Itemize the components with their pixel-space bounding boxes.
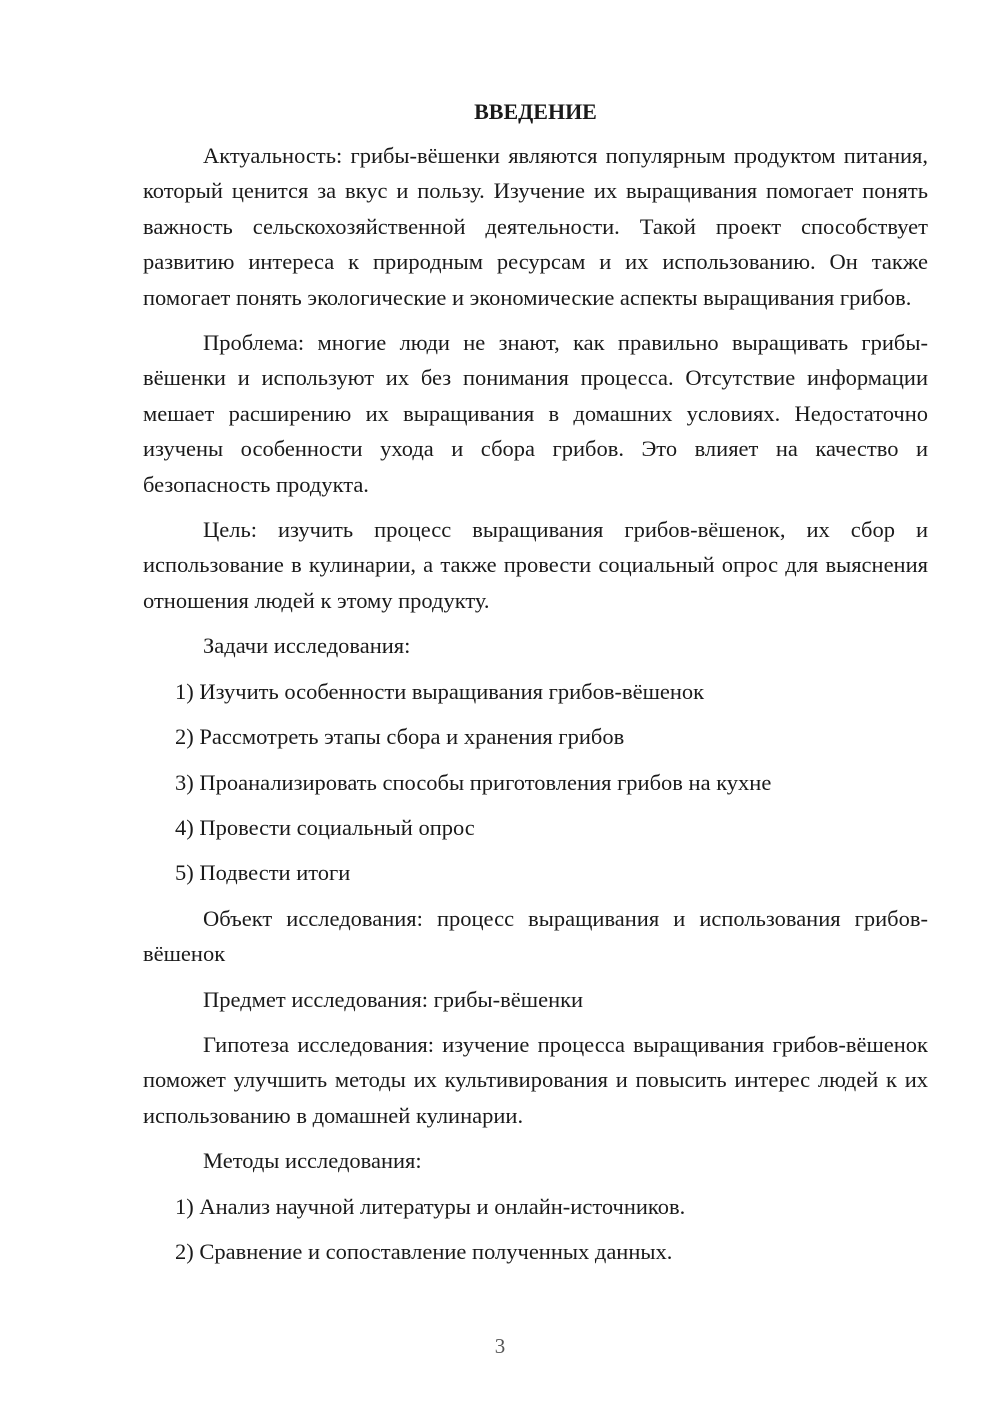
problem-paragraph: Проблема: многие люди не знают, как правильно выращивать грибы-вёшенки и используют их без понимания процесса. Отсутствие информации мешает расширению их выращивания в домашних условиях. Недостаточно изучены особенности ухода и сбора грибов. Это влияет на качество и безопасность продукта.: [143, 330, 928, 497]
task-item: 4) Провести социальный опрос: [175, 814, 475, 840]
task-item: 5) Подвести итоги: [175, 860, 351, 886]
page-content: [143, 96, 928, 1279]
subject-paragraph: Предмет исследования: грибы-вёшенки: [203, 986, 584, 1012]
tasks-title: Задачи исследования:: [203, 633, 411, 659]
tasks-list: [143, 674, 928, 891]
task-item: 2) Рассмотреть этапы сбора и хранения грибов: [175, 724, 625, 750]
section-heading: ВВЕДЕНИЕ: [474, 99, 597, 124]
methods-title: Методы исследования:: [203, 1148, 422, 1174]
task-item: 3) Проанализировать способы приготовления грибов на кухне: [175, 769, 772, 795]
method-item: 2) Сравнение и сопоставление полученных данных.: [175, 1238, 673, 1264]
relevance-paragraph: Актуальность: грибы-вёшенки являются популярным продуктом питания, который ценится за вкус и пользу. Изучение их выращивания помогает понять важность сельскохозяйственной деятельности. Такой проект способствует развитию интереса к природным ресурсам и их использованию. Он также помогает понять экологические и экономические аспекты выращивания грибов.: [143, 143, 928, 310]
hypothesis-paragraph: Гипотеза исследования: изучение процесса выращивания грибов-вёшенок поможет улучшить методы их культивирования и повысить интерес людей к их использованию в домашней кулинарии.: [143, 1031, 928, 1128]
task-item: 1) Изучить особенности выращивания грибов-вёшенок: [175, 678, 705, 704]
page-number: 3: [494, 1334, 506, 1358]
object-paragraph: Объект исследования: процесс выращивания и использования грибов-вёшенок: [143, 905, 928, 967]
goal-paragraph: Цель: изучить процесс выращивания грибов-вёшенок, их сбор и использование в кулинарии, а также провести социальный опрос для выяснения отношения людей к этому продукту.: [143, 517, 928, 613]
method-item: 1) Анализ научной литературы и онлайн-источников.: [175, 1193, 686, 1219]
methods-list: [143, 1189, 928, 1270]
